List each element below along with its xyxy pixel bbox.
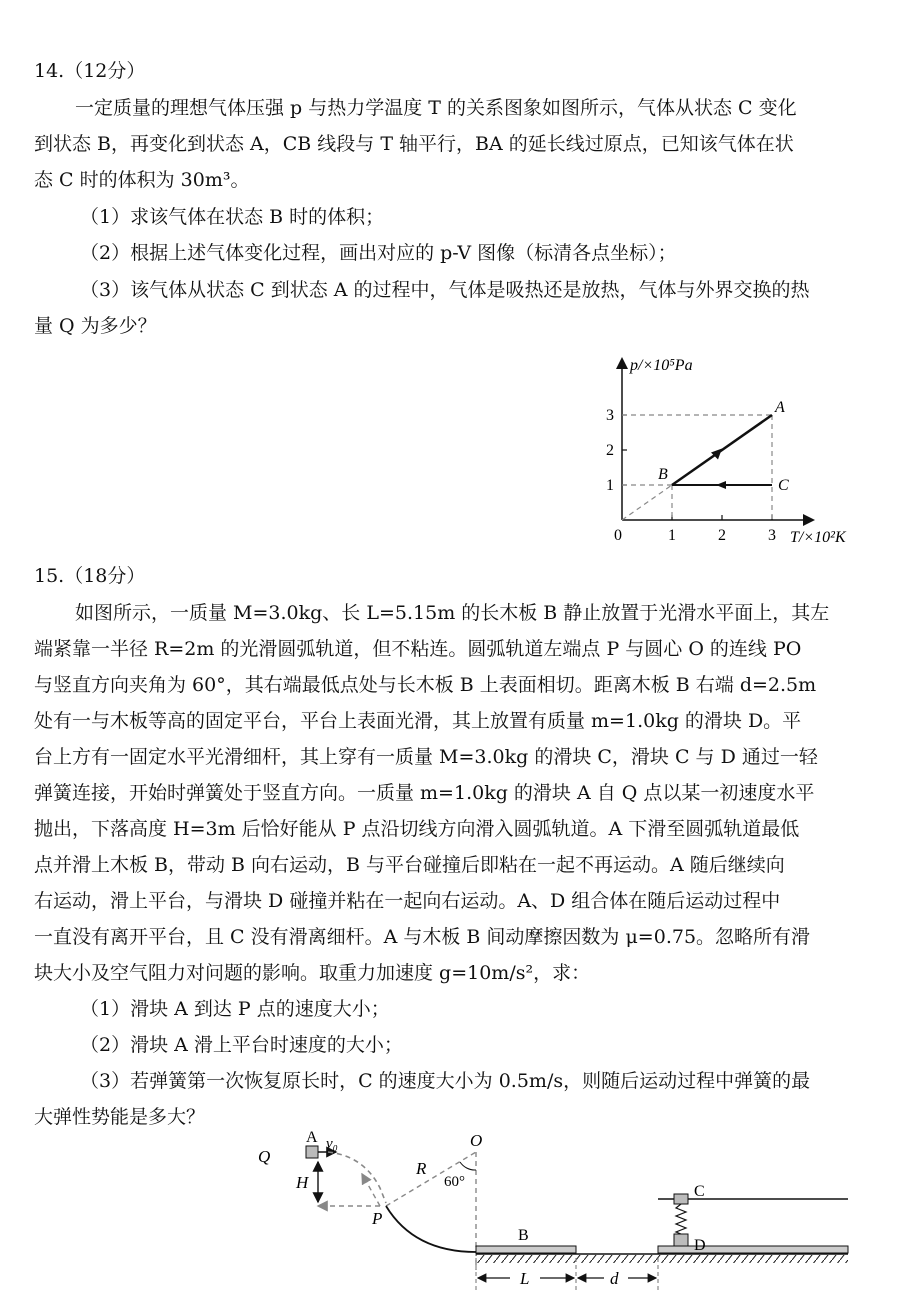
slider-c: [674, 1194, 688, 1204]
label-r: R: [416, 1159, 427, 1178]
label-l: L: [520, 1269, 530, 1288]
q15-part-2: （2）滑块 A 滑上平台时速度的大小；: [80, 1034, 403, 1056]
q15-text-line-10: 一直没有离开平台，且 C 没有滑离细杆。A 与木板 B 间动摩擦因数为 μ=0.75。忽略所有滑: [34, 926, 811, 948]
q14-header: 14.（12分）: [34, 60, 146, 82]
process-b-to-a: [672, 415, 772, 485]
label-a: A: [306, 1129, 318, 1146]
q15-text-line-8: 点并滑上木板 B，带动 B 向右运动，B 与平台碰撞后即粘在一起不再运动。A 随后继续向: [34, 854, 785, 876]
y-tick-label: 3: [606, 407, 614, 424]
label-d: D: [694, 1237, 706, 1254]
label-h: H: [296, 1173, 309, 1192]
q14-text-line-2: 到状态 B，再变化到状态 A，CB 线段与 T 轴平行，BA 的延长线过原点，已知该气体在状: [34, 133, 794, 155]
q14-part-2: （2）根据上述气体变化过程，画出对应的 p-V 图像（标清各点坐标）；: [80, 242, 677, 264]
q15-header: 15.（18分）: [34, 565, 146, 587]
label-v0: v₀: [326, 1136, 338, 1152]
y-tick-label: 2: [606, 442, 614, 459]
point-label-c: C: [778, 477, 789, 494]
angle-arc: [460, 1162, 476, 1170]
label-b: B: [518, 1227, 529, 1244]
q15-text-line-6: 弹簧连接，开始时弹簧处于竖直方向。一质量 m=1.0kg 的滑块 A 自 Q 点以某一初速度水平: [34, 782, 815, 804]
board-b: [476, 1246, 576, 1253]
q15-part-3-cont: 大弹性势能是多大？: [34, 1106, 206, 1128]
q15-part-1: （1）滑块 A 到达 P 点的速度大小；: [80, 998, 390, 1020]
label-q: Q: [258, 1147, 271, 1166]
mechanics-figure: [240, 1120, 860, 1297]
circular-track: [386, 1206, 476, 1252]
label-c: C: [694, 1183, 705, 1200]
q14-part-3-cont: 量 Q 为多少？: [34, 315, 157, 337]
spring: [676, 1204, 686, 1234]
x-tick-label: 1: [668, 527, 676, 544]
q15-text-line-2: 端紧靠一半径 R=2m 的光滑圆弧轨道，但不粘连。圆弧轨道左端点 P 与圆心 O 的连线 PO: [34, 638, 802, 660]
p-t-graph: [600, 350, 870, 550]
label-o: O: [470, 1131, 483, 1150]
point-label-a: A: [775, 399, 785, 416]
label-d-dim: d: [610, 1269, 619, 1288]
q14-text-line-1: 一定质量的理想气体压强 p 与热力学温度 T 的关系图象如图所示，气体从状态 C 变化: [75, 97, 797, 119]
q15-text-line-5: 台上方有一固定水平光滑细杆，其上穿有一质量 M=3.0kg 的滑块 C，滑块 C 与 D 通过一轻: [34, 746, 818, 768]
x-axis-label: T/×10²K: [790, 529, 846, 546]
x-tick-label: 3: [768, 527, 776, 544]
x-tick-label: 2: [718, 527, 726, 544]
block-a: [306, 1146, 318, 1158]
y-axis-label: p/×10⁵Pa: [630, 357, 693, 374]
q14-part-1: （1）求该气体在状态 B 时的体积；: [80, 206, 385, 228]
q15-text-line-3: 与竖直方向夹角为 60°，其右端最低点处与长木板 B 上表面相切。距离木板 B 右端 d=2.5m: [34, 674, 817, 696]
ground-hatch: [476, 1255, 848, 1263]
q15-text-line-1: 如图所示，一质量 M=3.0kg、长 L=5.15m 的长木板 B 静止放置于光滑水平面上，其左: [75, 602, 830, 624]
label-angle: 60°: [444, 1174, 465, 1190]
q15-part-3: （3）若弹簧第一次恢复原长时，C 的速度大小为 0.5m/s，则随后运动过程中弹簧的最: [80, 1070, 811, 1092]
q15-text-line-7: 抛出，下落高度 H=3m 后恰好能从 P 点沿切线方向滑入圆弧轨道。A 下滑至圆弧轨道最低: [34, 818, 800, 840]
q15-text-line-11: 块大小及空气阻力对问题的影响。取重力加速度 g=10m/s²，求：: [34, 962, 591, 984]
extension-to-origin: [622, 485, 672, 520]
platform: [658, 1246, 848, 1253]
q15-text-line-4: 处有一与木板等高的固定平台，平台上表面光滑，其上放置有质量 m=1.0kg 的滑块 D。平: [34, 710, 802, 732]
q14-part-3: （3）该气体从状态 C 到状态 A 的过程中，气体是吸热还是放热，气体与外界交换的热: [80, 279, 810, 301]
arrow-c-to-b: [716, 481, 726, 489]
label-p: P: [372, 1209, 383, 1228]
origin-label: 0: [614, 527, 622, 544]
q15-text-line-9: 右运动，滑上平台，与滑块 D 碰撞并粘在一起向右运动。A、D 组合体在随后运动过程中: [34, 890, 781, 912]
trajectory: [328, 1152, 386, 1203]
q14-text-line-3: 态 C 时的体积为 30m³。: [34, 169, 250, 191]
slider-d: [674, 1234, 688, 1246]
tangent-dashed-arrow: [362, 1174, 380, 1206]
point-label-b: B: [658, 466, 668, 483]
y-tick-label: 1: [606, 477, 614, 494]
